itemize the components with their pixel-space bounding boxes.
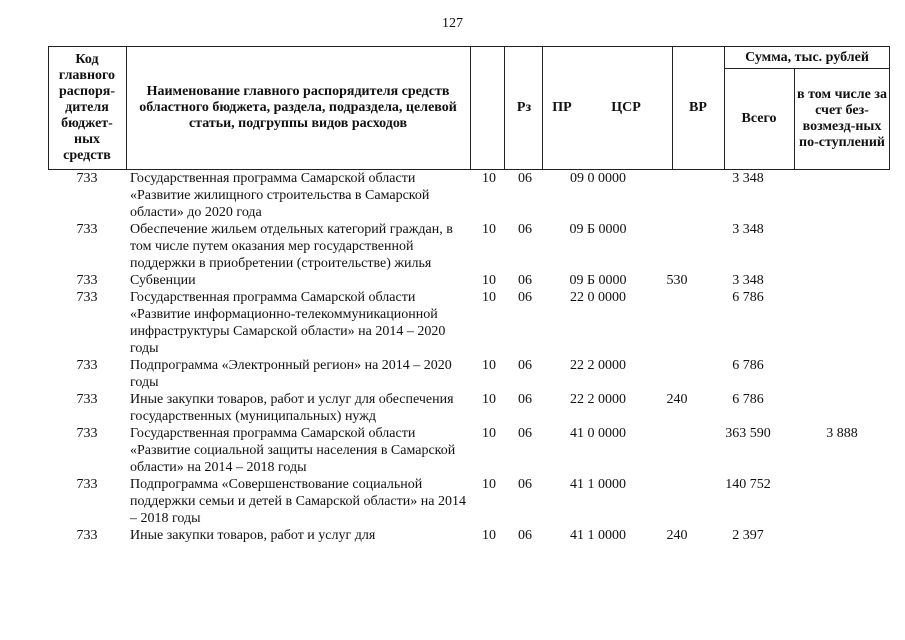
cell-name: Государственная программа Самарской области «Развитие социальной защиты населения в Самарской области» на 2014 – 2018 годы	[130, 426, 456, 475]
cell-pr: 06	[518, 358, 532, 373]
col-pr-header: ПР	[552, 100, 572, 115]
cell-total: 3 348	[732, 273, 764, 288]
header-divider	[672, 46, 673, 170]
cell-kod: 733	[76, 426, 98, 441]
cell-rz: 10	[482, 426, 496, 441]
cell-pr: 06	[518, 426, 532, 441]
cell-pr: 06	[518, 171, 532, 186]
header-top-border	[48, 46, 890, 47]
cell-rz: 10	[482, 358, 496, 373]
cell-free: 3 888	[826, 426, 858, 441]
cell-total: 6 786	[732, 290, 764, 305]
col-rz-header: Рз	[516, 100, 532, 115]
cell-kod: 733	[76, 477, 98, 492]
header-divider	[48, 46, 49, 170]
header-divider	[724, 46, 725, 170]
cell-kod: 733	[76, 273, 98, 288]
cell-rz: 10	[482, 528, 496, 543]
cell-kod: 733	[76, 358, 98, 373]
cell-rz: 10	[482, 273, 496, 288]
cell-csr: 09 0 0000	[570, 171, 626, 186]
cell-total: 6 786	[732, 358, 764, 373]
cell-total: 3 348	[732, 222, 764, 237]
table-row	[48, 272, 890, 289]
cell-name: Подпрограмма «Электронный регион» на 2014 – 2020 годы	[130, 358, 452, 390]
col-vr-header: ВР	[689, 100, 707, 115]
col-csr-header: ЦСР	[611, 100, 641, 115]
cell-csr: 22 2 0000	[570, 392, 626, 407]
table-row	[48, 425, 890, 476]
table-row	[48, 476, 890, 527]
cell-pr: 06	[518, 222, 532, 237]
header-divider	[794, 68, 795, 170]
cell-total: 363 590	[725, 426, 771, 441]
cell-total: 2 397	[732, 528, 764, 543]
cell-kod: 733	[76, 392, 98, 407]
cell-vr: 240	[666, 528, 688, 543]
header-divider	[126, 46, 127, 170]
cell-rz: 10	[482, 171, 496, 186]
table-row	[48, 289, 890, 357]
table-row	[48, 221, 890, 272]
cell-kod: 733	[76, 171, 98, 186]
cell-csr: 41 1 0000	[570, 528, 626, 543]
cell-rz: 10	[482, 477, 496, 492]
col-sum-header: Сумма, тыс. рублей	[745, 50, 869, 65]
table-header	[48, 46, 890, 170]
col-total-header: Всего	[741, 111, 777, 126]
sum-divider	[724, 68, 890, 69]
col-kod-header: Код главного распоря-дителя бюджет-ных средств	[58, 52, 116, 163]
col-free-header: в том числе за счет без-возмезд-ных по-ступлений	[797, 87, 887, 150]
cell-pr: 06	[518, 528, 532, 543]
cell-kod: 733	[76, 528, 98, 543]
cell-name: Субвенции	[130, 273, 196, 288]
cell-rz: 10	[482, 222, 496, 237]
table-body	[48, 170, 890, 544]
table-row	[48, 391, 890, 425]
cell-total: 6 786	[732, 392, 764, 407]
cell-pr: 06	[518, 290, 532, 305]
cell-csr: 41 0 0000	[570, 426, 626, 441]
cell-kod: 733	[76, 290, 98, 305]
cell-name: Государственная программа Самарской области «Развитие информационно-телекоммуникационной инфраструктуры Самарской области» на 2014 – 2020 годы	[130, 290, 446, 356]
cell-csr: 09 Б 0000	[569, 222, 627, 237]
cell-total: 140 752	[725, 477, 771, 492]
cell-name: Государственная программа Самарской области «Развитие жилищного строительства в Самарской области» до 2020 года	[130, 171, 430, 220]
cell-name: Подпрограмма «Совершенствование социальной поддержки семьи и детей в Самарской области» на 2014 – 2018 годы	[130, 477, 466, 526]
cell-pr: 06	[518, 477, 532, 492]
cell-name: Обеспечение жильем отдельных категорий граждан, в том числе путем оказания мер государственной поддержки в приобретении (строительстве) жилья	[130, 222, 453, 271]
cell-pr: 06	[518, 392, 532, 407]
cell-name: Иные закупки товаров, работ и услуг для обеспечения государственных (муниципальных) нужд	[130, 392, 454, 424]
cell-csr: 41 1 0000	[570, 477, 626, 492]
header-divider	[504, 46, 505, 170]
cell-name: Иные закупки товаров, работ и услуг для	[130, 528, 376, 543]
header-divider	[542, 46, 543, 170]
cell-csr: 22 2 0000	[570, 358, 626, 373]
cell-kod: 733	[76, 222, 98, 237]
table-row	[48, 170, 890, 221]
cell-rz: 10	[482, 290, 496, 305]
cell-vr: 530	[666, 273, 688, 288]
table-row	[48, 357, 890, 391]
header-divider	[470, 46, 471, 170]
cell-csr: 22 0 0000	[570, 290, 626, 305]
header-divider	[889, 46, 890, 170]
table-row	[48, 527, 890, 544]
cell-pr: 06	[518, 273, 532, 288]
cell-total: 3 348	[732, 171, 764, 186]
cell-vr: 240	[666, 392, 688, 407]
cell-csr: 09 Б 0000	[569, 273, 627, 288]
col-name-header: Наименование главного распорядителя средств областного бюджета, раздела, подраздела, целевой статьи, подгруппы видов расходов	[139, 84, 457, 131]
page-number: 127	[442, 16, 463, 31]
cell-rz: 10	[482, 392, 496, 407]
